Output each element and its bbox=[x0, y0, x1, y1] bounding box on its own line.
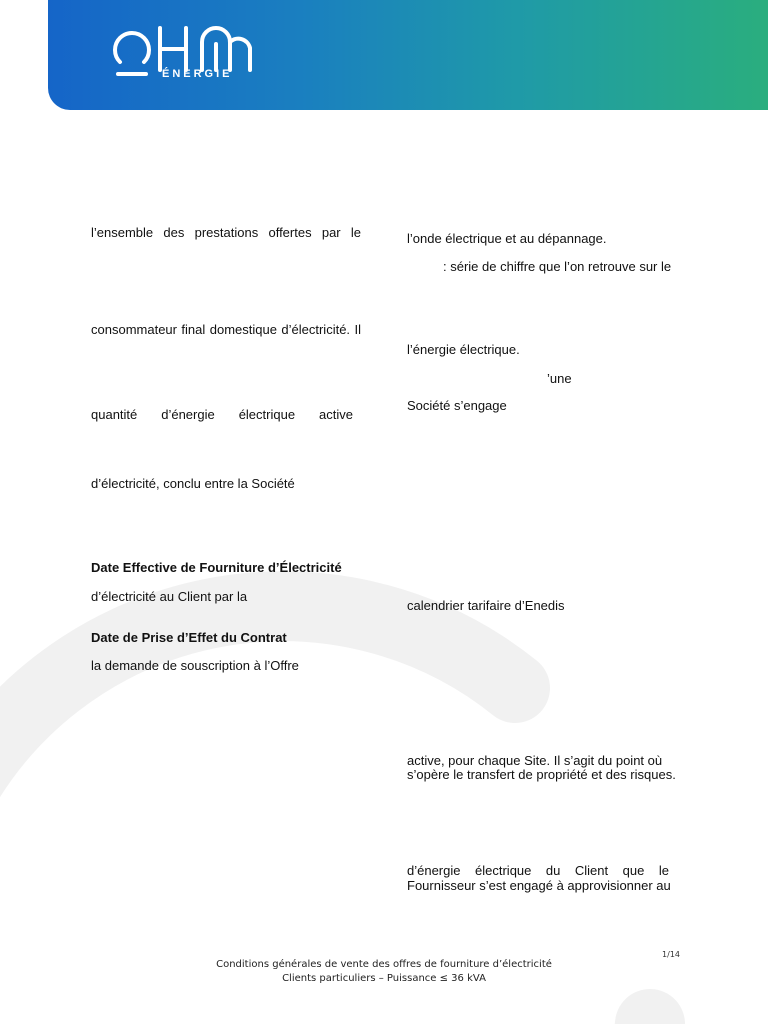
right-text-line-10: Fournisseur s’est engagé à approvisionner au bbox=[407, 878, 671, 893]
left-text-line-2: consommateur final domestique d’électricité. Il bbox=[91, 322, 361, 337]
left-text-line-1: l’ensemble des prestations offertes par le bbox=[91, 225, 361, 240]
right-text-line-9: d’énergie électrique du Client que le bbox=[407, 863, 669, 878]
heading-date-prise-effet: Date de Prise d’Effet du Contrat bbox=[91, 630, 287, 645]
right-text-line-5: Société s’engage bbox=[407, 398, 507, 413]
heading-date-effective: Date Effective de Fourniture d’Électricité bbox=[91, 560, 342, 575]
left-text-line-3: quantité d’énergie électrique active bbox=[91, 407, 353, 422]
header-banner bbox=[48, 0, 768, 110]
left-text-line-5: d’électricité au Client par la bbox=[91, 589, 248, 604]
footer-line-1: Conditions générales de vente des offres de fourniture d’électricité bbox=[216, 959, 552, 970]
right-text-line-3: l’énergie électrique. bbox=[407, 342, 520, 357]
right-text-line-4: ’une bbox=[547, 371, 572, 386]
right-text-line-1: l’onde électrique et au dépannage. bbox=[407, 231, 607, 246]
logo-subtitle: ÉNERGIE bbox=[162, 68, 233, 80]
right-text-line-6: calendrier tarifaire d’Enedis bbox=[407, 598, 565, 613]
footer-line-2: Clients particuliers – Puissance ≤ 36 kVA bbox=[282, 973, 486, 984]
left-text-line-4: d’électricité, conclu entre la Société bbox=[91, 476, 295, 491]
right-text-line-2: : série de chiffre que l’on retrouve sur le bbox=[443, 259, 672, 274]
right-text-line-7: active, pour chaque Site. Il s’agit du point où bbox=[407, 753, 663, 768]
right-text-line-8: s’opère le transfert de propriété et des risques. bbox=[407, 767, 676, 782]
page-number: 1/14 bbox=[662, 950, 680, 959]
left-text-line-6: la demande de souscription à l’Offre bbox=[91, 658, 299, 673]
